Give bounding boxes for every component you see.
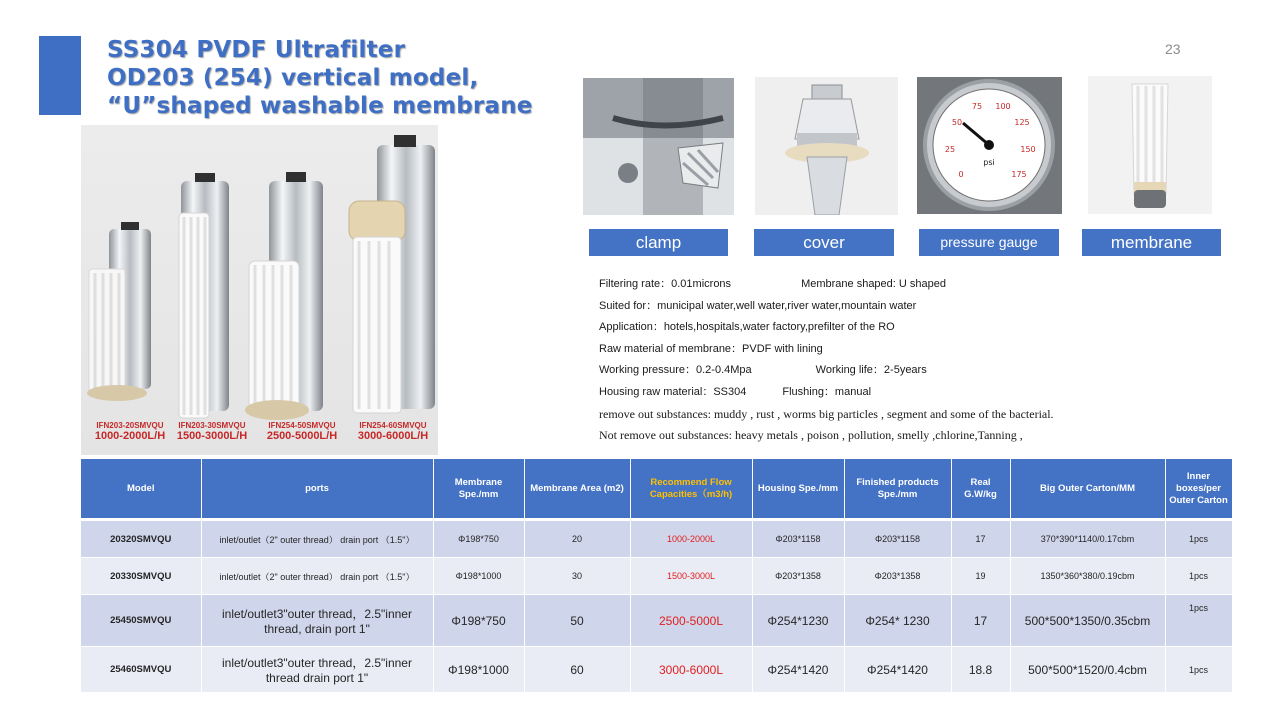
cell-model: 25450SMVQU — [81, 595, 201, 647]
cell-inner-boxes: 1pcs — [1165, 520, 1232, 558]
th-inner-boxes: Inner boxes/per Outer Carton — [1165, 459, 1232, 520]
cell-outer-carton: 500*500*1520/0.4cbm — [1010, 647, 1165, 693]
membrane-label: membrane — [1082, 229, 1221, 256]
cell-ports: inlet/outlet3"outer thread，2.5"inner thread, drain port 1" — [201, 595, 433, 647]
cover-label: cover — [754, 229, 894, 256]
product-flow-3: 2500-5000L/H — [266, 430, 338, 442]
product-model-1: IFN203-20SMVQU — [96, 421, 164, 430]
cell-inner-boxes: 1pcs — [1165, 595, 1232, 647]
product-flow-1: 1000-2000L/H — [94, 430, 166, 442]
cell-membrane-spe: Φ198*750 — [433, 595, 524, 647]
cell-inner-boxes: 1pcs — [1165, 647, 1232, 693]
product-model-2: IFN203-30SMVQU — [178, 421, 246, 430]
gauge-tick-5: 125 — [1014, 118, 1030, 127]
cell-housing-spe: Φ203*1358 — [752, 558, 844, 595]
title-line-2: OD203 (254) vertical model, — [107, 65, 479, 91]
clamp-photo — [583, 78, 734, 215]
cell-housing-spe: Φ254*1420 — [752, 647, 844, 693]
cell-membrane-area: 60 — [524, 647, 630, 693]
cell-housing-spe: Φ203*1158 — [752, 520, 844, 558]
filter-unit-3 — [245, 172, 323, 420]
cell-outer-carton: 1350*360*380/0.19cbm — [1010, 558, 1165, 595]
product-illustration — [81, 125, 438, 455]
table-header-row — [81, 459, 1232, 520]
gauge-tick-7: 175 — [1011, 170, 1027, 179]
product-model-3: IFN254-50SMVQU — [268, 421, 336, 430]
cell-membrane-spe: Φ198*750 — [433, 520, 524, 558]
title-line-1: SS304 PVDF Ultrafilter — [107, 37, 406, 63]
title-line-3: “U”shaped washable membrane — [107, 93, 533, 119]
cell-membrane-area: 30 — [524, 558, 630, 595]
cell-housing-spe: Φ254*1230 — [752, 595, 844, 647]
th-membrane-area: Membrane Area (m2) — [524, 459, 630, 520]
cell-ports: inlet/outlet（2" outer thread） drain port （1.5"） — [201, 520, 433, 558]
product-flow-2: 1500-3000L/H — [176, 430, 248, 442]
spec-suited-for: Suited for：municipal water,well water,river water,mountain water — [599, 299, 917, 312]
cell-membrane-area: 20 — [524, 520, 630, 558]
th-ports: ports — [201, 459, 433, 520]
cell-membrane-spe: Φ198*1000 — [433, 647, 524, 693]
pressure-gauge-photo — [917, 77, 1062, 214]
th-membrane-spe: Membrane Spe./mm — [433, 459, 524, 520]
spec-raw-material: Raw material of membrane：PVDF with lining — [599, 342, 823, 355]
gauge-tick-0: 0 — [958, 170, 964, 179]
table-row — [81, 647, 1232, 693]
th-recommend-flow: Recommend Flow Capacities（m3/h) — [630, 459, 752, 520]
table-row — [81, 558, 1232, 595]
pressure-gauge-label: pressure gauge — [919, 229, 1059, 256]
page-number: 23 — [1165, 41, 1181, 57]
cell-flow: 1000-2000L — [630, 520, 752, 558]
cell-gw: 17 — [951, 595, 1010, 647]
gauge-tick-6: 150 — [1020, 145, 1036, 154]
spec-list — [599, 274, 1054, 447]
cell-model: 20320SMVQU — [81, 520, 201, 558]
cell-membrane-area: 50 — [524, 595, 630, 647]
cell-finished-spe: Φ254* 1230 — [844, 595, 951, 647]
filter-unit-2 — [179, 173, 229, 418]
cell-ports: inlet/outlet3"outer thread，2.5"inner thread drain port 1" — [201, 647, 433, 693]
spec-working-life: Working life：2-5years — [815, 364, 927, 377]
cell-gw: 19 — [951, 558, 1010, 595]
spec-flushing: Flushing：manual — [782, 385, 872, 398]
gauge-tick-3: 75 — [971, 102, 983, 111]
filter-unit-4 — [349, 135, 435, 413]
cell-gw: 17 — [951, 520, 1010, 558]
spec-filtering-rate: Filtering rate：0.01microns — [599, 278, 732, 290]
filter-unit-1 — [87, 222, 151, 401]
cell-membrane-spe: Φ198*1000 — [433, 558, 524, 595]
th-finished-spe: Finished products Spe./mm — [844, 459, 951, 520]
cell-flow: 1500-3000L — [630, 558, 752, 595]
cell-flow: 2500-5000L — [630, 595, 752, 647]
spec-application: Application：hotels,hospitals,water factory,prefilter of the RO — [599, 321, 895, 334]
title-accent-bar — [39, 36, 81, 115]
gauge-tick-1: 25 — [944, 145, 956, 154]
cell-gw: 18.8 — [951, 647, 1010, 693]
cell-finished-spe: Φ203*1158 — [844, 520, 951, 558]
spec-not-remove: Not remove out substances: heavy metals , poison , pollution, smelly ,chlorine,Tanning , — [599, 428, 1023, 443]
spec-working-pressure: Working pressure：0.2-0.4Mpa — [599, 364, 752, 377]
clamp-label: clamp — [589, 229, 728, 256]
cell-model: 25460SMVQU — [81, 647, 201, 693]
gauge-tick-2: 50 — [951, 118, 963, 127]
spec-membrane-shaped: Membrane shaped: U shaped — [801, 278, 946, 290]
cell-ports: inlet/outlet（2" outer thread） drain port （1.5"） — [201, 558, 433, 595]
product-flow-4: 3000-6000L/H — [357, 430, 429, 442]
product-lineup-photo — [81, 125, 438, 455]
cell-model: 20330SMVQU — [81, 558, 201, 595]
cell-outer-carton: 500*500*1350/0.35cbm — [1010, 595, 1165, 647]
cell-outer-carton: 370*390*1140/0.17cbm — [1010, 520, 1165, 558]
cell-flow: 3000-6000L — [630, 647, 752, 693]
cell-inner-boxes: 1pcs — [1165, 558, 1232, 595]
cell-finished-spe: Φ203*1358 — [844, 558, 951, 595]
th-outer-carton: Big Outer Carton/MM — [1010, 459, 1165, 520]
membrane-photo — [1088, 76, 1212, 214]
th-gw: Real G.W/kg — [951, 459, 1010, 520]
slide-title — [107, 36, 533, 120]
cover-photo — [755, 77, 898, 215]
spec-housing-material: Housing raw material：SS304 — [599, 385, 747, 398]
table-row — [81, 520, 1232, 558]
table-row — [81, 595, 1232, 647]
th-model: Model — [81, 459, 201, 520]
gauge-unit-label: psi — [983, 158, 995, 167]
product-model-4: IFN254-60SMVQU — [359, 421, 427, 430]
cell-finished-spe: Φ254*1420 — [844, 647, 951, 693]
spec-table — [81, 459, 1233, 693]
th-housing-spe: Housing Spe./mm — [752, 459, 844, 520]
spec-remove: remove out substances: muddy , rust , worms big particles , segment and some of the bacterial. — [599, 406, 1054, 421]
gauge-tick-4: 100 — [995, 102, 1011, 111]
